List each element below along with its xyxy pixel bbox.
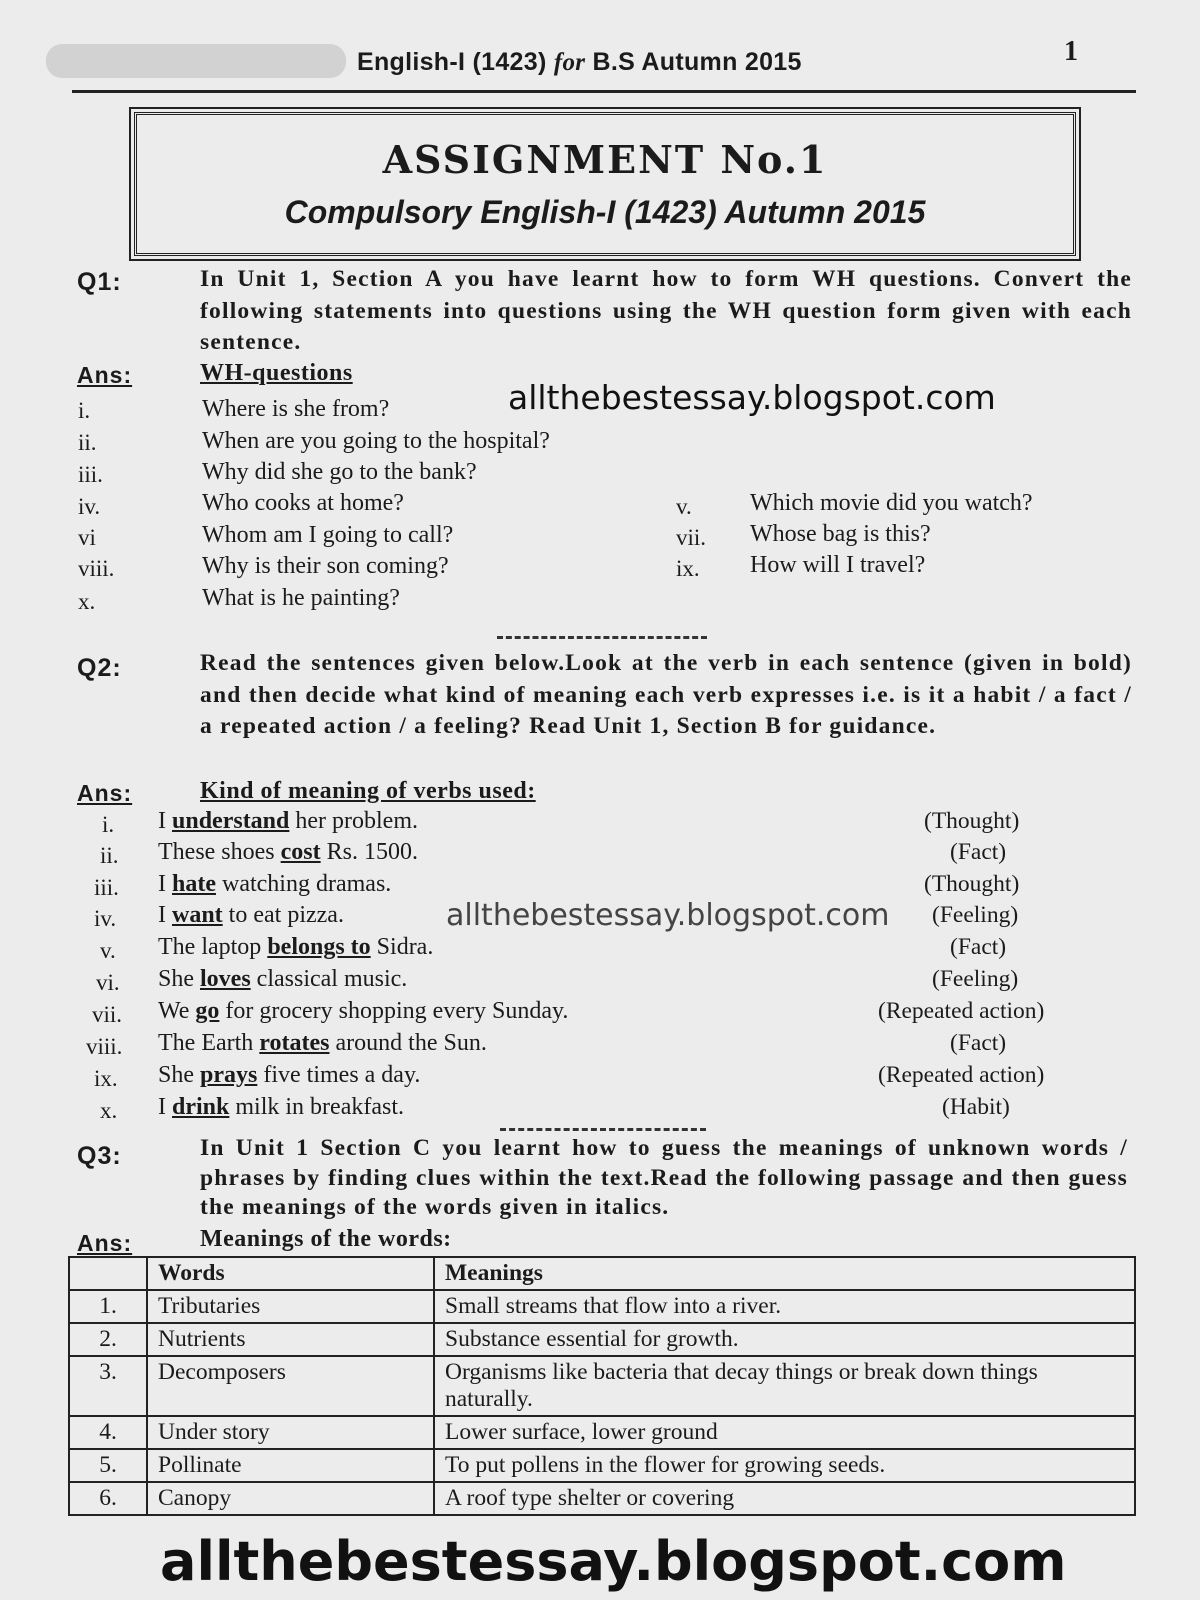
q2-question: Read the sentences given below.Look at the verb in each sentence (given in bold) and then decide what kind of meaning each verb expresses i.e. is it a habit / a fact / a repeated action / a feeling? Read Unit 1, Section B for guidance.: [200, 650, 1132, 739]
q3-question: In Unit 1 Section C you learnt how to guess the meanings of unknown words / phrases by finding clues within the text.Read the following passage and then guess the meanings of the words given in italics.: [200, 1135, 1128, 1220]
row-number: 5.: [69, 1449, 147, 1482]
q1-item-number: vii.: [676, 525, 707, 550]
q2-item-kind: (Feeling): [932, 966, 1019, 992]
q2-item-kind: (Fact): [950, 839, 1007, 865]
q1-item-text: Whom am I going to call?: [202, 522, 454, 548]
table-header-cell: [69, 1257, 147, 1290]
q1-ans-label: Ans:: [77, 362, 133, 388]
q1-item-number: viii.: [78, 556, 115, 581]
table-header-cell: Meanings: [434, 1257, 1135, 1290]
section-divider: [497, 636, 707, 639]
q1-item-text: Who cooks at home?: [202, 490, 404, 516]
q2-item-number: ix.: [94, 1066, 118, 1091]
assignment-title: ASSIGNMENT No.1: [382, 137, 828, 182]
running-header: English-I (1423) for B.S Autumn 2015: [357, 48, 802, 76]
q1-item-number: x.: [78, 589, 96, 614]
q2-label: Q2:: [77, 654, 122, 682]
q3-ans-heading: Meanings of the words:: [200, 1226, 452, 1252]
q2-item-number: x.: [100, 1098, 118, 1123]
q2-item-number: v.: [100, 938, 116, 963]
table-row: [69, 1449, 1135, 1482]
row-meaning: Lower surface, lower ground: [434, 1416, 1135, 1449]
table-row: [69, 1290, 1135, 1323]
q1-item-text: Why is their son coming?: [202, 553, 449, 579]
row-meaning: To put pollens in the flower for growing seeds.: [434, 1449, 1135, 1482]
watermark-text: allthebestessay.blogspot.com: [160, 1530, 1067, 1593]
redacted-label: [46, 44, 346, 78]
q2-item-sentence: These shoes cost Rs. 1500.: [158, 839, 418, 865]
q1-item-number: i.: [78, 398, 91, 423]
row-word: Pollinate: [147, 1449, 434, 1482]
row-number: 1.: [69, 1290, 147, 1323]
q1-item-text: Where is she from?: [202, 396, 390, 422]
meanings-table: [68, 1256, 1136, 1516]
table-row: [69, 1323, 1135, 1356]
row-word: Nutrients: [147, 1323, 434, 1356]
q1-item-number: iv.: [78, 494, 101, 519]
q2-item-sentence: I drink milk in breakfast.: [158, 1094, 404, 1120]
table-row: [69, 1416, 1135, 1449]
q2-item-number: vii.: [92, 1002, 123, 1027]
table-row: [69, 1356, 1135, 1416]
course-subtitle: Compulsory English-I (1423) Autumn 2015: [284, 194, 926, 230]
q2-item-kind: (Habit): [942, 1094, 1010, 1120]
page-number: 1: [1064, 36, 1078, 67]
q2-item-sentence: We go for grocery shopping every Sunday.: [158, 998, 569, 1024]
table-row: [69, 1482, 1135, 1515]
q1-question: In Unit 1, Section A you have learnt how to form WH questions. Convert the following statements into questions using the WH question form given with each sentence.: [200, 266, 1132, 355]
row-meaning: Organisms like bacteria that decay things or break down things naturally.: [434, 1356, 1135, 1416]
q2-item-kind: (Fact): [950, 1030, 1007, 1056]
q2-item-sentence: I hate watching dramas.: [158, 871, 392, 897]
row-meaning: Small streams that flow into a river.: [434, 1290, 1135, 1323]
row-number: 6.: [69, 1482, 147, 1515]
row-word: Tributaries: [147, 1290, 434, 1323]
q2-item-sentence: The laptop belongs to Sidra.: [158, 934, 434, 960]
q2-item-kind: (Repeated action): [878, 998, 1045, 1024]
watermark-text: allthebestessay.blogspot.com: [446, 898, 890, 933]
q1-item-number: iii.: [78, 462, 103, 487]
q1-item-text: When are you going to the hospital?: [202, 428, 550, 454]
q1-label: Q1:: [77, 268, 122, 296]
row-number: 2.: [69, 1323, 147, 1356]
q1-item-number: ix.: [676, 556, 700, 581]
row-number: 3.: [69, 1356, 147, 1416]
q2-item-kind: (Fact): [950, 934, 1007, 960]
q2-item-sentence: I want to eat pizza.: [158, 902, 344, 928]
q2-item-number: iv.: [94, 906, 117, 931]
q1-item-text: How will I travel?: [750, 552, 926, 578]
row-word: Canopy: [147, 1482, 434, 1515]
q1-item-number: vi: [78, 525, 96, 550]
q3-label: Q3:: [77, 1142, 122, 1170]
q2-item-sentence: She prays five times a day.: [158, 1062, 421, 1088]
q2-item-number: i.: [102, 812, 115, 837]
watermark-text: allthebestessay.blogspot.com: [508, 378, 996, 417]
q1-item-number: ii.: [78, 430, 97, 455]
q2-item-kind: (Feeling): [932, 902, 1019, 928]
q2-item-kind: (Thought): [924, 808, 1020, 834]
header-rule: [72, 90, 1136, 93]
q1-item-text: What is he painting?: [202, 585, 400, 611]
q2-item-sentence: She loves classical music.: [158, 966, 408, 992]
table-header-cell: Words: [147, 1257, 434, 1290]
q2-item-sentence: The Earth rotates around the Sun.: [158, 1030, 487, 1056]
q2-item-number: ii.: [100, 843, 119, 868]
q2-item-number: vi.: [96, 970, 120, 995]
q2-item-number: iii.: [94, 875, 119, 900]
table-header-row: [69, 1257, 1135, 1290]
q2-ans-heading: Kind of meaning of verbs used:: [200, 778, 536, 804]
row-word: Decomposers: [147, 1356, 434, 1416]
row-meaning: A roof type shelter or covering: [434, 1482, 1135, 1515]
section-divider: [500, 1128, 706, 1131]
row-number: 4.: [69, 1416, 147, 1449]
q1-item-text: Whose bag is this?: [750, 521, 931, 547]
q1-item-number: v.: [676, 494, 692, 519]
q2-item-kind: (Repeated action): [878, 1062, 1045, 1088]
title-box: [134, 112, 1076, 256]
q1-ans-heading: WH-questions: [200, 360, 353, 386]
q1-item-text: Which movie did you watch?: [750, 490, 1033, 516]
q2-item-sentence: I understand her problem.: [158, 808, 418, 834]
q2-item-kind: (Thought): [924, 871, 1020, 897]
q3-ans-label: Ans:: [77, 1230, 133, 1256]
q2-ans-label: Ans:: [77, 780, 133, 806]
q1-item-text: Why did she go to the bank?: [202, 459, 477, 485]
q2-item-number: viii.: [86, 1034, 123, 1059]
row-meaning: Substance essential for growth.: [434, 1323, 1135, 1356]
row-word: Under story: [147, 1416, 434, 1449]
